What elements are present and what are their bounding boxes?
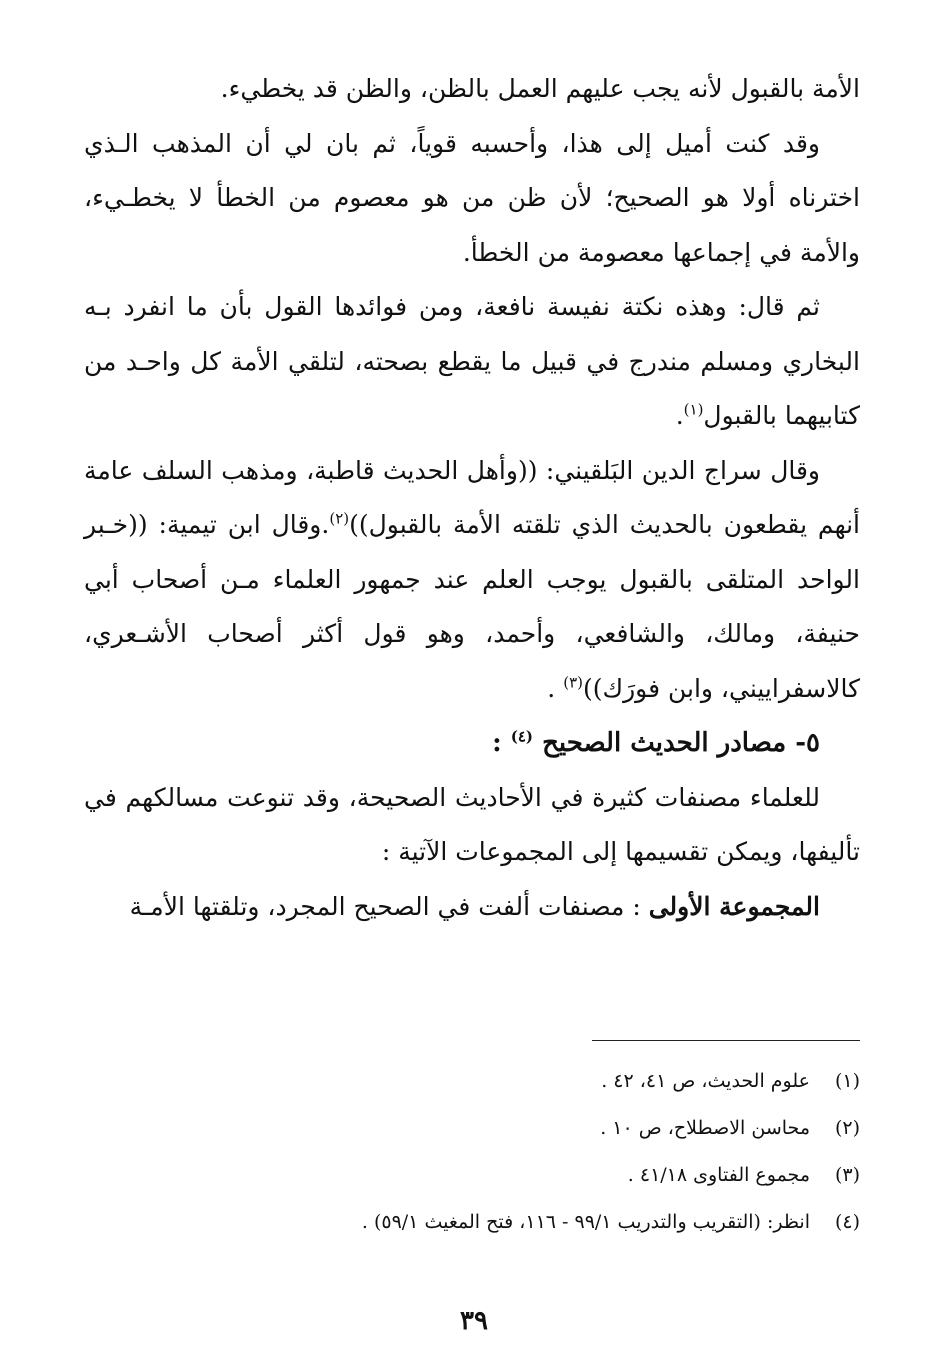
footnote-ref-1: (١) [683, 400, 704, 419]
paragraph-1: الأمة بالقبول لأنه يجب عليهم العمل بالظن، والظن قد يخطيء. [220, 74, 860, 103]
group-label: المجموعة الأولى [648, 891, 820, 921]
paragraph-2: وقد كنت أميل إلى هذا، وأحسبه قوياً، ثم بان لي أن المذهب الـذي اخترناه أولا هو الصحيح؛ لأن ظن من هو معصوم من الخطأ لا يخطـيء، والأمة في إجماعها معصومة من الخطأ. [84, 128, 860, 267]
paragraph-6-text: : مصنفات ألفت في الصحيح المجرد، وتلقتها الأمـة [129, 891, 649, 921]
footnote-item [84, 1058, 860, 1105]
footnote-text: محاسن الاصطلاح، ص ١٠ . [600, 1117, 810, 1139]
paragraph-4-text-b: .وقال ابن تيمية: ((خـبر الواحد المتلقى بالقبول يوجب العلم عند جمهور العلماء مـن أصحاب أبي حنيفة، ومالك، والشافعي، وأحمد، وهو قول أكثر أصحاب الأشـعري، كالاسفراييني، وابن فورَك)) [84, 510, 860, 703]
paragraph-3 [84, 280, 860, 444]
page-number: ٣٩ [460, 1306, 488, 1336]
section-heading [84, 716, 860, 771]
footnote-item [84, 1152, 860, 1199]
paragraph-3-text: ثم قال: وهذه نكتة نفيسة نافعة، ومن فوائدها القول بأن ما انفرد بـه البخاري ومسلم مندرج في قبيل ما يقطع بصحته، لتلقي الأمة كل واحـد من كتابيهما بالقبول [84, 292, 860, 430]
paragraph-5: للعلماء مصنفات كثيرة في الأحاديث الصحيحة، وقد تنوعت مسالكهم في تأليفها، ويمكن تقسيمها إلى المجموعات الآتية : [84, 782, 860, 866]
footnote-text: علوم الحديث، ص ٤١، ٤٢ . [601, 1070, 810, 1092]
paragraph-4-end: . [547, 673, 564, 703]
paragraph-6 [84, 880, 860, 935]
footnote-ref-3: (٣) [563, 673, 583, 692]
footnote-item [84, 1105, 860, 1152]
footnote-text: مجموع الفتاوى ٤١/١٨ . [627, 1164, 810, 1186]
footnote-ref-2: (٢) [329, 509, 350, 528]
paragraph-4-text-a: وقال سراج الدين البَلقيني: ((وأهل الحديث قاطبة، ومذهب السلف عامة أنهم يقطعون بالحديث الذي تلقته الأمة بالقبول)) [84, 455, 860, 539]
footnote-text: انظر: (التقريب والتدريب ٩٩/١ - ١١٦، فتح المغيث ٥٩/١) . [361, 1211, 810, 1233]
main-text [84, 62, 860, 934]
footnote-number: (٣) [834, 1164, 860, 1186]
section-heading-text: ٥- مصادر الحديث الصحيح [542, 728, 820, 758]
paragraph-3-end: . [675, 401, 684, 430]
footnote-ref-4: (٤) [510, 727, 534, 746]
footnote-item [84, 1199, 860, 1246]
footnotes-list [84, 1058, 860, 1246]
footnote-number: (٢) [834, 1117, 860, 1139]
footnote-number: (١) [834, 1070, 860, 1092]
book-page-body [84, 62, 860, 934]
section-heading-end: : [492, 728, 511, 758]
footnote-separator [592, 1040, 860, 1041]
footnote-number: (٤) [834, 1211, 860, 1233]
paragraph-4 [84, 444, 860, 717]
